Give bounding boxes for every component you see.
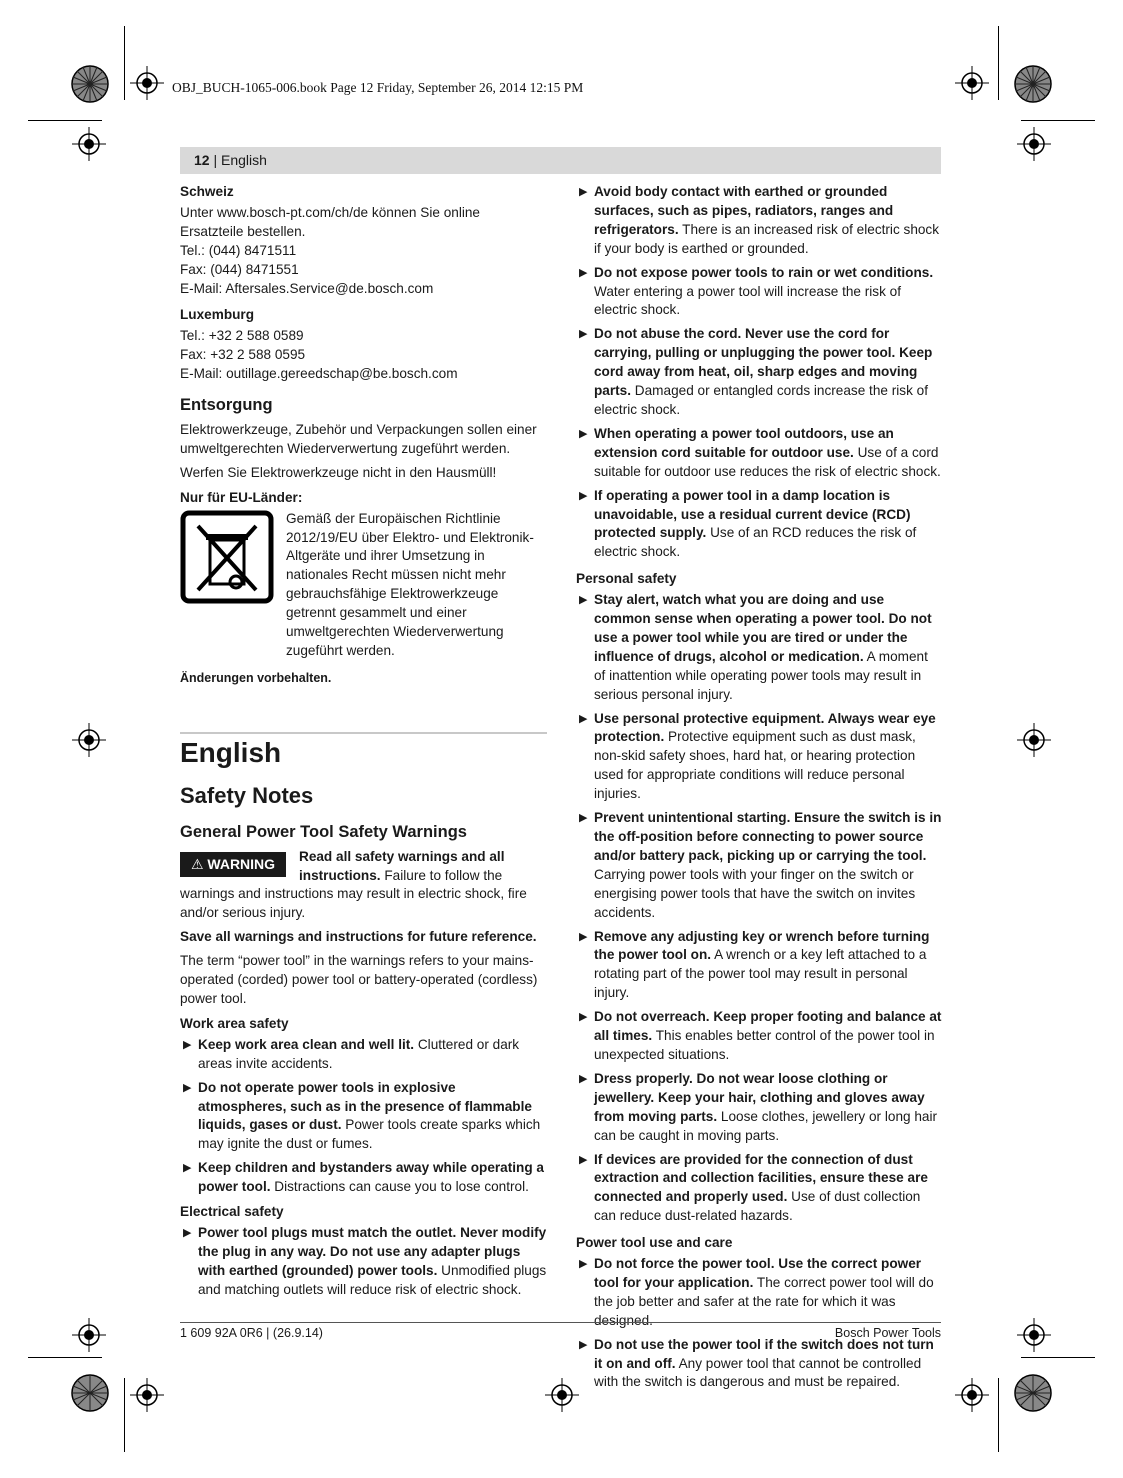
registration-mark-icon: [1017, 1318, 1051, 1352]
color-wheel-icon: [1013, 64, 1053, 104]
section-title-luxemburg: Luxemburg: [180, 307, 255, 323]
color-wheel-icon: [70, 1373, 110, 1413]
bullet-arrow-icon: ▶: [579, 489, 588, 502]
bullet-arrow-icon: ▶: [579, 266, 588, 279]
page-number: 12: [194, 152, 210, 168]
weee-bin-icon: [180, 510, 274, 604]
registration-mark-icon: [130, 66, 164, 100]
list-item: ▶ Keep children and bystanders away while operating a power tool. Distractions can cause you to lose control.: [183, 1160, 544, 1195]
term-definition: The term “power tool” in the warnings refers to your mains-operated (corded) power tool or battery-operated (cordless) power tool.: [180, 953, 538, 1006]
list-item: ▶ Do not overreach. Keep proper footing and balance at all times. This enables better control of the power tool in unexpected situations.: [579, 1009, 942, 1062]
list-item: ▶ Do not force the power tool. Use the correct power tool for your application. The correct power tool will do the job better and safer at the rate for which it was designed.: [579, 1256, 934, 1328]
eu-text: Gemäß der Europäischen Richtlinie 2012/19/EU über Elektro- und Elektronik-Altgeräte und ihrer Umsetzung in nationales Recht müssen nicht mehr gebrauchsfähige Elektrowerkzeuge getrennt gesammelt und einer umweltgerechten Wiederverwertung zugeführt werden.: [286, 510, 534, 658]
print-slug: OBJ_BUCH-1065-006.book Page 12 Friday, September 26, 2014 12:15 PM: [172, 80, 584, 95]
bullet-arrow-icon: ▶: [579, 1338, 588, 1351]
tool-use-title: Power tool use and care: [576, 1235, 733, 1251]
bullet-arrow-icon: ▶: [579, 1072, 588, 1085]
list-item: ▶ Power tool plugs must match the outlet. Never modify the plug in any way. Do not use any adapter plugs with earthed (grounded) power tools. Unmodified plugs and matching outlets will reduce risk of electric shock.: [183, 1224, 547, 1297]
bullet-arrow-icon: ▶: [579, 1153, 588, 1166]
list-item: ▶ When operating a power tool outdoors, use an extension cord suitable for outdoor use. Use of a cord suitable for outdoor use reduces the risk of electric shock.: [579, 425, 941, 479]
bullet-arrow-icon: ▶: [183, 1226, 192, 1239]
bullet-arrow-icon: ▶: [579, 594, 588, 607]
registration-mark-icon: [545, 1378, 579, 1412]
left-column: [180, 183, 547, 1305]
bullet-arrow-icon: ▶: [579, 328, 588, 341]
bullet-arrow-icon: ▶: [183, 1162, 192, 1175]
safety-notes-title: Safety Notes: [180, 782, 314, 808]
crop-mark: [998, 1378, 999, 1452]
registration-mark-icon: [72, 1318, 106, 1352]
list-item: ▶ Do not expose power tools to rain or wet conditions. Water entering a power tool will increase the risk of electric shock.: [579, 264, 934, 318]
bullet-arrow-icon: ▶: [183, 1081, 192, 1094]
work-area-title: Work area safety: [180, 1015, 289, 1031]
page-header: [180, 147, 941, 174]
section-title-entsorgung: Entsorgung: [180, 396, 273, 415]
registration-mark-icon: [955, 66, 989, 100]
footer-brand: Bosch Power Tools: [834, 1326, 941, 1340]
schweiz-line: Unter www.bosch-pt.com/ch/de können Sie online: [180, 204, 480, 220]
section-title-schweiz: Schweiz: [180, 184, 234, 199]
bullet-arrow-icon: ▶: [579, 1011, 588, 1024]
warning-label: WARNING: [207, 855, 276, 872]
list-item: ▶ Remove any adjusting key or wrench before turning the power tool on. A wrench or a key left attached to a rotating part of the power tool may result in personal injury.: [579, 928, 930, 1001]
registration-mark-icon: [72, 127, 106, 161]
right-column: [576, 183, 942, 1397]
luxemburg-line: Tel.: +32 2 588 0589: [180, 328, 304, 344]
list-item: ▶ Do not operate power tools in explosive atmospheres, such as in the presence of flammable liquids, gases or dust. Power tools create sparks which may ignite the dust or fumes.: [183, 1079, 541, 1152]
electrical-title: Electrical safety: [180, 1204, 284, 1220]
entsorgung-text: Elektrowerkzeuge, Zubehör und Verpackungen sollen einer umweltgerechten Wiederverwertung zugeführt werden.: [180, 421, 537, 456]
list-item: ▶ Dress properly. Do not wear loose clothing or jewellery. Keep your hair, clothing and gloves away from moving parts. Loose clothes, jewellery or long hair can be caught in moving parts.: [579, 1070, 938, 1143]
schweiz-line: E-Mail: Aftersales.Service@de.bosch.com: [180, 280, 434, 296]
list-item: ▶ If devices are provided for the connection of dust extraction and collection facilities, ensure these are connected and properly used. Use of dust collection can reduce dust-related hazards.: [579, 1151, 928, 1224]
luxemburg-line: E-Mail: outillage.gereedschap@be.bosch.com: [180, 366, 458, 382]
crop-mark: [28, 1357, 102, 1358]
bullet-arrow-icon: ▶: [579, 427, 588, 440]
list-item: ▶ Prevent unintentional starting. Ensure the switch is in the off-position before connecting to power source and/or battery pack, picking up or carrying the tool. Carrying power tools with your finger on the switch or energising power tools that have the switch on invites accidents.: [579, 810, 942, 920]
registration-mark-icon: [72, 723, 106, 757]
warning-icon: ⚠: [190, 855, 204, 872]
save-instructions: Save all warnings and instructions for future reference.: [180, 929, 537, 945]
schweiz-line: Fax: (044) 8471551: [180, 261, 299, 277]
bullet-arrow-icon: ▶: [579, 186, 588, 198]
luxemburg-line: Fax: +32 2 588 0595: [180, 347, 306, 363]
bullet-arrow-icon: ▶: [579, 712, 588, 725]
registration-mark-icon: [955, 1378, 989, 1412]
section-divider: [180, 732, 547, 734]
footer-doc-number: 1 609 92A 0R6 | (26.9.14): [180, 1326, 323, 1340]
list-item: ▶ Stay alert, watch what you are doing and use common sense when operating a power tool. Do not use a power tool while you are tired or under the influence of drugs, alcohol or medication. A moment of inattention while operating power tools may result in serious personal injury.: [579, 592, 932, 702]
registration-mark-icon: [1017, 127, 1051, 161]
bullet-arrow-icon: ▶: [183, 1038, 192, 1051]
registration-mark-icon: [1017, 723, 1051, 757]
crop-mark: [124, 26, 125, 100]
general-warnings-title: General Power Tool Safety Warnings: [180, 822, 467, 841]
crop-mark: [998, 26, 999, 100]
registration-mark-icon: [130, 1378, 164, 1412]
list-item: ▶ Do not use the power tool if the switch does not turn it on and off. Any power tool that cannot be controlled with the switch is dangerous and must be repaired.: [579, 1336, 934, 1390]
eu-title: Nur für EU-Länder:: [180, 489, 303, 505]
warning-badge: [180, 852, 286, 877]
list-item: ▶ If operating a power tool in a damp location is unavoidable, use a residual current device (RCD) protected supply. Use of an RCD reduces the risk of electric shock.: [579, 487, 917, 560]
bullet-arrow-icon: ▶: [579, 1258, 588, 1271]
crop-mark: [1021, 1357, 1095, 1358]
schweiz-line: Tel.: (044) 8471511: [180, 242, 297, 258]
list-item: ▶ Use personal protective equipment. Always wear eye protection. Protective equipment such as dust mask, non-skid safety shoes, hard hat, or hearing protection used for appropriate conditions will reduce personal injuries.: [579, 710, 936, 802]
bullet-arrow-icon: ▶: [579, 930, 588, 943]
list-item: ▶ Avoid body contact with earthed or grounded surfaces, such as pipes, radiators, ranges and refrigerators. There is an increased risk of electric shock if your body is earthed or grounded.: [579, 184, 940, 256]
personal-safety-title: Personal safety: [576, 571, 677, 587]
aenderungen-note: Änderungen vorbehalten.: [180, 670, 332, 685]
color-wheel-icon: [1013, 1373, 1053, 1413]
list-item: ▶ Do not abuse the cord. Never use the cord for carrying, pulling or unplugging the power tool. Keep cord away from heat, oil, sharp edges and moving parts. Damaged or entangled cords increase the risk of electric shock.: [579, 326, 933, 417]
header-separator: |: [209, 152, 221, 168]
color-wheel-icon: [70, 64, 110, 104]
warning-bold: Read all safety warnings and all instructions.: [299, 848, 505, 883]
list-item: ▶ Keep work area clean and well lit. Cluttered or dark areas invite accidents.: [183, 1036, 520, 1071]
bullet-arrow-icon: ▶: [579, 812, 588, 825]
crop-mark: [28, 120, 102, 121]
header-language: English: [221, 152, 267, 168]
crop-mark: [1021, 120, 1095, 121]
warning-text: Failure to follow the warnings and instructions may result in electric shock, fire and/or serious injury.: [180, 867, 527, 921]
language-title: English: [180, 736, 282, 768]
crop-mark: [124, 1378, 125, 1452]
page-footer: [180, 1322, 941, 1340]
entsorgung-text: Werfen Sie Elektrowerkzeuge nicht in den Hausmüll!: [180, 464, 497, 480]
schweiz-line: Ersatzteile bestellen.: [180, 223, 306, 239]
